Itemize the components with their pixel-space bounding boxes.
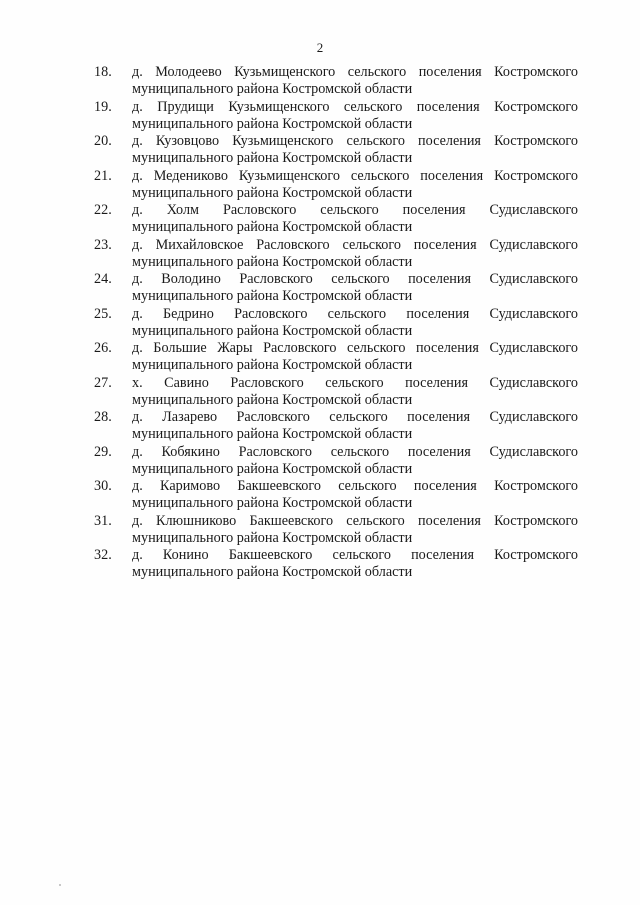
item-text-line1: д. Володино Расловского сельского поселения Судиславского (132, 271, 578, 287)
list-item (94, 409, 578, 444)
item-text-line1: д. Прудищи Кузьмищенского сельского поселения Костромского (132, 98, 578, 115)
item-text-line1: д. Каримово Бакшеевского сельского поселения Костромского (132, 478, 578, 494)
page-number: 2 (316, 40, 324, 55)
item-text (132, 340, 578, 374)
item-text-line2: муниципального района Костромской области (132, 115, 413, 132)
list-item (94, 547, 578, 582)
item-text (132, 271, 578, 305)
item-number: 31. (94, 512, 112, 529)
item-text (132, 64, 578, 98)
list-item (94, 133, 578, 168)
item-text-line1: д. Лазарево Расловского сельского поселения Судиславского (132, 409, 578, 425)
list-item (94, 168, 578, 203)
item-number: 22. (94, 202, 112, 218)
item-number: 29. (94, 443, 112, 460)
item-text-line1: д. Кобякино Расловского сельского поселения Судиславского (132, 443, 578, 460)
item-text-line1: д. Кузовцово Кузьмищенского сельского поселения Костромского (132, 133, 578, 149)
item-text (132, 444, 578, 478)
item-text (132, 237, 578, 271)
item-text-line2: муниципального района Костромской области (132, 184, 413, 201)
item-text-line1: д. Большие Жары Расловского сельского поселения Судиславского (132, 340, 578, 356)
item-text-line2: муниципального района Костромской области (132, 529, 413, 546)
item-text-line2: муниципального района Костромской области (132, 150, 413, 166)
item-text-line1: д. Клюшниково Бакшеевского сельского поселения Костромского (132, 512, 578, 529)
item-text-line1: д. Холм Расловского сельского поселения Судиславского (132, 202, 578, 218)
item-text-line2: муниципального района Костромской области (132, 495, 413, 511)
item-number: 23. (94, 236, 112, 253)
item-text (132, 168, 578, 202)
item-text-line1: д. Михайловское Расловского сельского поселения Судиславского (132, 236, 578, 253)
item-number: 19. (94, 98, 112, 115)
item-text-line1: д. Конино Бакшеевского сельского поселения Костромского (132, 547, 578, 563)
item-text-line2: муниципального района Костромской области (132, 322, 413, 339)
item-text-line2: муниципального района Костромской области (132, 219, 413, 235)
item-text-line2: муниципального района Костромской области (132, 357, 413, 373)
list-item (94, 306, 578, 341)
item-text-line2: муниципального района Костромской области (132, 391, 413, 408)
list-item (94, 202, 578, 237)
item-text (132, 409, 578, 443)
item-number: 28. (94, 409, 112, 425)
item-text (132, 202, 578, 236)
item-number: 32. (94, 547, 112, 563)
item-number: 25. (94, 305, 112, 322)
list-item (94, 271, 578, 306)
item-text (132, 513, 578, 547)
list-item (94, 237, 578, 272)
settlement-list (94, 64, 578, 582)
item-text-line2: муниципального района Костромской области (132, 426, 413, 442)
scan-artifact (59, 884, 61, 886)
list-item (94, 340, 578, 375)
item-text (132, 375, 578, 409)
item-text (132, 547, 578, 581)
item-text-line1: х. Савино Расловского сельского поселения Судиславского (132, 374, 578, 391)
item-number: 18. (94, 64, 112, 80)
item-text-line2: муниципального района Костромской области (132, 460, 413, 477)
item-text-line2: муниципального района Костромской области (132, 81, 413, 97)
item-text-line1: д. Молодеево Кузьмищенского сельского поселения Костромского (132, 64, 578, 80)
item-number: 30. (94, 478, 112, 494)
item-text-line2: муниципального района Костромской области (132, 288, 413, 304)
list-item (94, 513, 578, 548)
item-text (132, 99, 578, 133)
item-text (132, 133, 578, 167)
list-item (94, 375, 578, 410)
item-text-line1: д. Бедрино Расловского сельского поселения Судиславского (132, 305, 578, 322)
list-item (94, 444, 578, 479)
item-number: 20. (94, 133, 112, 149)
item-number: 27. (94, 374, 112, 391)
item-text-line1: д. Медениково Кузьмищенского сельского поселения Костромского (132, 167, 578, 184)
list-item (94, 64, 578, 99)
item-text-line2: муниципального района Костромской области (132, 253, 413, 270)
list-item (94, 478, 578, 513)
list-item (94, 99, 578, 134)
item-number: 26. (94, 340, 112, 356)
item-text (132, 306, 578, 340)
item-text-line2: муниципального района Костромской области (132, 564, 413, 580)
item-number: 24. (94, 271, 112, 287)
item-number: 21. (94, 167, 112, 184)
item-text (132, 478, 578, 512)
